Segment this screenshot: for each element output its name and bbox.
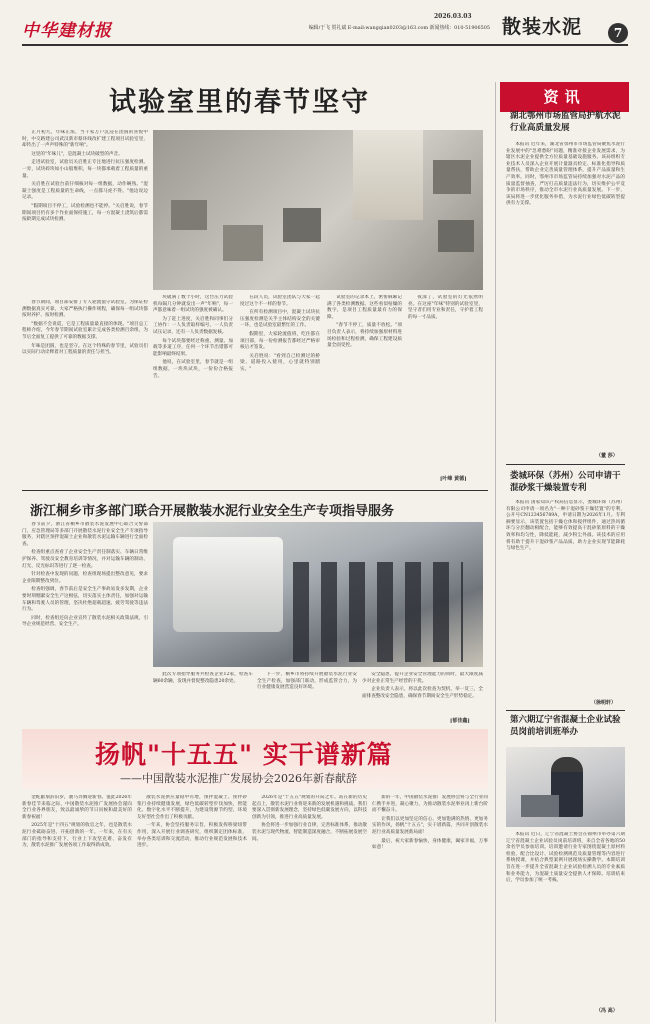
- second-article-title: 浙江桐乡市多部门联合开展散装水泥行业安全生产专项指导服务: [30, 504, 395, 519]
- mixer-truck: [173, 537, 283, 632]
- sidebar-item-2-title: 娄城环保（苏州）公司申请干混砂浆干燥装置专利: [510, 471, 621, 493]
- concrete-block: [171, 200, 207, 230]
- section-divider: [22, 490, 488, 491]
- main-article-byline: [叶峰 黄德]: [440, 476, 467, 482]
- concrete-block: [223, 225, 263, 261]
- second-article-column-3: 此次专项指导服务共检查企业12家，检查车辆60余辆，发现并督促整改隐患20余处。: [153, 672, 253, 684]
- main-article-column-5: 试验室的记录本上，密密麻麻记满了各类检测数据。这些看似枯燥的数字，是项目工程质量最有力的保障。 "春节不停工，质量不放松。"项目负责人表示，将持续加强原材料进场检验和过程检测，确保工程建设质量全面受控。: [327, 295, 402, 349]
- sidebar-divider: [506, 710, 625, 711]
- sidebar-item-2-author: （徐明轩）: [591, 700, 617, 706]
- sidebar-item-3-body: 本报讯 近日，辽宁省混凝土协会在锦州市举办第六期辽宁省混凝土企业试验员岗前培训班，来自全省各地的50余名学员参加培训。培训邀请行业专家围绕混凝土原材料检验、配合比设计、试验检测规范及质量管理等内容进行系统授课，并结合典型案例开展现场实操教学。本期培训旨在进一步提升全省混凝土企业试验检测人员的专业素质和业务能力，为混凝土质量安全提供人才保障。培训结束后，学员参加了统一考核。: [506, 832, 625, 884]
- sidebar-item-1-body: 本报讯 近年来，湖北省鄂州市市场监管局聚焦水泥行业发展中的"急难愁盼"问题，精准对接企业发展需求，为辖区水泥企业提供全方位质量基础设施服务。该局组织专业技术人员深入企业开展计量器具检定、标准化指导和质量帮扶，帮助企业完善质量管理体系，提升产品质量和生产效率。同时，鄂州市市场监管局持续加强对水泥产品的质量监督抽查，严厉打击质量违法行为，切实维护公平竞争的市场秩序，推动全市水泥行业高质量发展。下一步，该局将进一步优化服务举措，为水泥行业绿色低碳转型提供有力支撑。: [506, 142, 625, 207]
- lab-test-blocks-photo: [153, 130, 483, 290]
- second-article-column-5: 安全隐患，提升企业安全管理能力的同时，最大限度减少对企业正常生产经营的干扰。 企业负责人表示，将以此次检查为契机，举一反三，全面排查整改安全隐患，确保春节期间安全生产形势稳定。: [362, 672, 483, 699]
- newspaper-logo: 中华建材报: [22, 21, 112, 41]
- main-article-column-6: 夜深了，试验室的灯光依然明亮。在这座"年味"特别的试验室里，坚守者们用专业和责任，守护着工程的每一寸品质。: [408, 295, 483, 320]
- sidebar-header: [500, 82, 629, 112]
- main-article-column-3: 块破满了数个小时，这台压力试验机每隔几分钟就发出一声"年响"，每一声都意味着一组试块的强度被确认。 为了赶上进度，关启胜和同事们分工协作：一人负责取样编号，一人负责试压记录，还有一人负责数据复核。 每个试块都要经过称重、测量、加载等多道工序，任何一个环节出错都可能影响最终结果。 他说，在试验室里，春节就是一组组数据，一块块试块，一份份合格报告。: [153, 295, 233, 379]
- main-article-column-2: 春节期间，项目部安排了专人轮流值守试验室。为保证检测数据真实可靠，大家严格执行操作规程，确保每一组试块都按时养护、按时检测。 "数据不会说谎，它是工程质量最直接的体现。"项目总工程师介绍，今年春节期间试验室累计完成各类检测百余组，为节后全面复工提供了可靠的数据支撑。 年味是团圆，也是坚守。在这个特殊的春节里，试验员们以实际行动诠释着对工程质量的责任与担当。: [22, 300, 148, 356]
- concrete-truck-inspection-photo: [153, 522, 483, 667]
- page-number: 7: [613, 26, 623, 40]
- sidebar: [495, 82, 628, 1022]
- greeting-column-3: 2026年是"十五五"规划的开局之年。站在新的历史起点上，散装水泥行业将迎来新的发展机遇和挑战。我们要深入贯彻新发展理念，坚持绿色低碳发展方向，以科技创新为引领，推进行业高质量发展。 协会将进一步加强行业自律，完善标准体系，推动散装水泥与现代物流、智能制造深度融合，不断拓展发展空间。: [252, 795, 367, 842]
- header-rule: [22, 44, 628, 46]
- training-speaker-photo: [506, 747, 625, 827]
- sidebar-item-3-author: （冯 高）: [596, 1008, 618, 1014]
- main-article-column-1: 正月初九，年味正浓，当千家万户沉浸在团圆的喜悦中时，中交路建公司武汉新市蔡环线改扩建工程项目试验室里，却传出了一声声特殊的"新年响"。 这里的"年味儿"，是混凝土试块破型的声音。 走进试验室，试验员关启胜正专注地进行抗压强度检测。一旁，试块碎块如小山般堆积，每一块都承载着工程质量的重量。 关启胜在试验台前仔细核对每一组数据，动作娴熟。"混凝土强度是工程质量的生命线，一点都马虎不得。"他边说边记录。 "假期项目不停工，试验检测也不能停。"关启胜说，春节期间项目仍有多个作业面保持施工，每一方混凝土浇筑后都需按龄期完成试块检测。: [22, 130, 148, 223]
- main-article-column-4: 在段人员，试验室团队与大家一起度过这个不一样的春节。 在所有检测项目中，混凝土试块抗压强度检测是关乎主体结构安全的关键一环，也是试验室最繁忙的工作。 假期里，大家轮流值班，吃住都在项目部，每一份检测报告都经过严格审核后才签发。 关启胜说："看到自己检测过的桥梁、道路投入使用，心里就特别踏实。": [240, 295, 320, 372]
- masthead: [0, 0, 650, 50]
- greeting-subtitle: ——中国散装水泥推广发展协会2026年新春献辞: [120, 772, 357, 785]
- sidebar-item-1-author: （董 莎）: [596, 453, 618, 459]
- second-article-column-4: 下一步，桐乡市将持续开展散装水泥行业安全生产检查，加强部门联动，形成监管合力，为行业健康发展营造良好环境。: [257, 672, 357, 691]
- concrete-block: [438, 220, 474, 252]
- greeting-column-4: 新的一年，中国散装水泥推广发展协会将与全行业同仁携手并进，凝心聚力，为推动散装水泥事业再上新台阶而不懈奋斗。 让我们以更加坚定的信心、更加饱满的热情、更加务实的作风，扬帆"十五五"，实干谱新篇，共同开创散装水泥行业高质量发展新局面！ 最后，祝大家新春愉快，身体健康，阖家幸福，万事如意！: [372, 795, 488, 851]
- sidebar-header-label: 资讯: [543, 88, 586, 106]
- concrete-block: [433, 160, 471, 194]
- greeting-column-2: 散装水泥供应量稳中有增，预拌混凝土、预拌砂浆行业持续健康发展，绿色低碳转型步伐加快，智能化、数字化水平不断提升，为建设资源节约型、环境友好型社会作出了积极贡献。 一年来，协会坚持服务宗旨，积极发挥桥梁纽带作用，深入开展行业调查研究，组织制定团体标准，举办各类培训和交流活动，推动行业规范发展和技术进步。: [137, 795, 247, 849]
- sidebar-item-2-body: 本报讯 国家知识产权局信息显示，娄城环保（苏州）有限公司申请一项名为"一种干混砂浆干燥装置"的专利，公开号CN123456789A，申请日期为2026年1月。专利摘要显示，该装置包括干燥仓体和搅拌组件，通过热风循环与分层翻动相配合，能够有效提高干混砂浆原料的干燥效率和均匀性，降低能耗，减少粉尘外溢。该技术的应用将有助于提升干混砂浆产品品质，助力企业实现节能降耗与绿色生产。: [506, 500, 625, 552]
- second-article-byline: [郁佳鑫]: [450, 718, 470, 724]
- second-article-column-1: 春节前夕，浙江省桐乡市散装水泥发展中心联合交警部门、应急管理局等多部门开展散装水泥行业安全生产专项指导服务，对辖区预拌混凝土企业和散装水泥运输车辆进行全面检查。 检查组重点查看了企业安全生产责任制落实、车辆日常维护保养、驾驶员安全教育培训等情况，并对运输车辆的制动、灯光、反光标识等进行了逐一检查。 针对检查中发现的问题，检查组现场提出整改意见，要求企业限期整改到位。 检查组强调，春节前后是安全生产事故易发多发期，企业要时刻绷紧安全生产这根弦，切实落实主体责任，加强对运输车辆和驾驶人员的管理，坚决杜绝超载超速、疲劳驾驶等违法行为。 同时，检查组还向企业宣传了散装水泥相关政策法规，引导企业规范经营、安全生产。: [22, 522, 148, 628]
- greeting-column-1: 金蛇献瑞辞旧岁，骏马奔腾迎新春。值此2026年新春佳节来临之际，中国散装水泥推广发展协会谨向全行业各界朋友，致以最诚挚的节日问候和最美好的新春祝福！ 2025年是"十四五"规划的收官之年，也是散装水泥行业砥砺奋进、开拓创新的一年。一年来，在有关部门的指导和支持下，行业上下攻坚克难、奋发有为，散装水泥推广发展各项工作取得新成效。: [22, 795, 132, 849]
- page-number-badge: [608, 23, 628, 43]
- section-title: 散装水泥: [502, 16, 583, 38]
- editor-line: 编辑/于飞 贺礼斌 E-mail:wangqian0203@163.com 新闻热线：010-51906505: [308, 25, 490, 31]
- issue-date: 2026.03.03: [434, 13, 472, 20]
- worker-figure: [353, 130, 423, 220]
- greeting-title: 扬帆"十五五" 实干谱新篇: [95, 740, 393, 769]
- laptop: [521, 795, 559, 817]
- sidebar-item-3-title: 第六期辽宁省混凝土企业试验员岗前培训班举办: [510, 715, 621, 737]
- inspector-group: [293, 562, 463, 662]
- sidebar-item-1-title: 湖北鄂州市场监管局护航水泥行业高质量发展: [510, 111, 621, 133]
- sidebar-divider: [506, 464, 625, 465]
- main-article-title: 试验室里的春节坚守: [109, 87, 370, 118]
- concrete-block: [283, 208, 321, 242]
